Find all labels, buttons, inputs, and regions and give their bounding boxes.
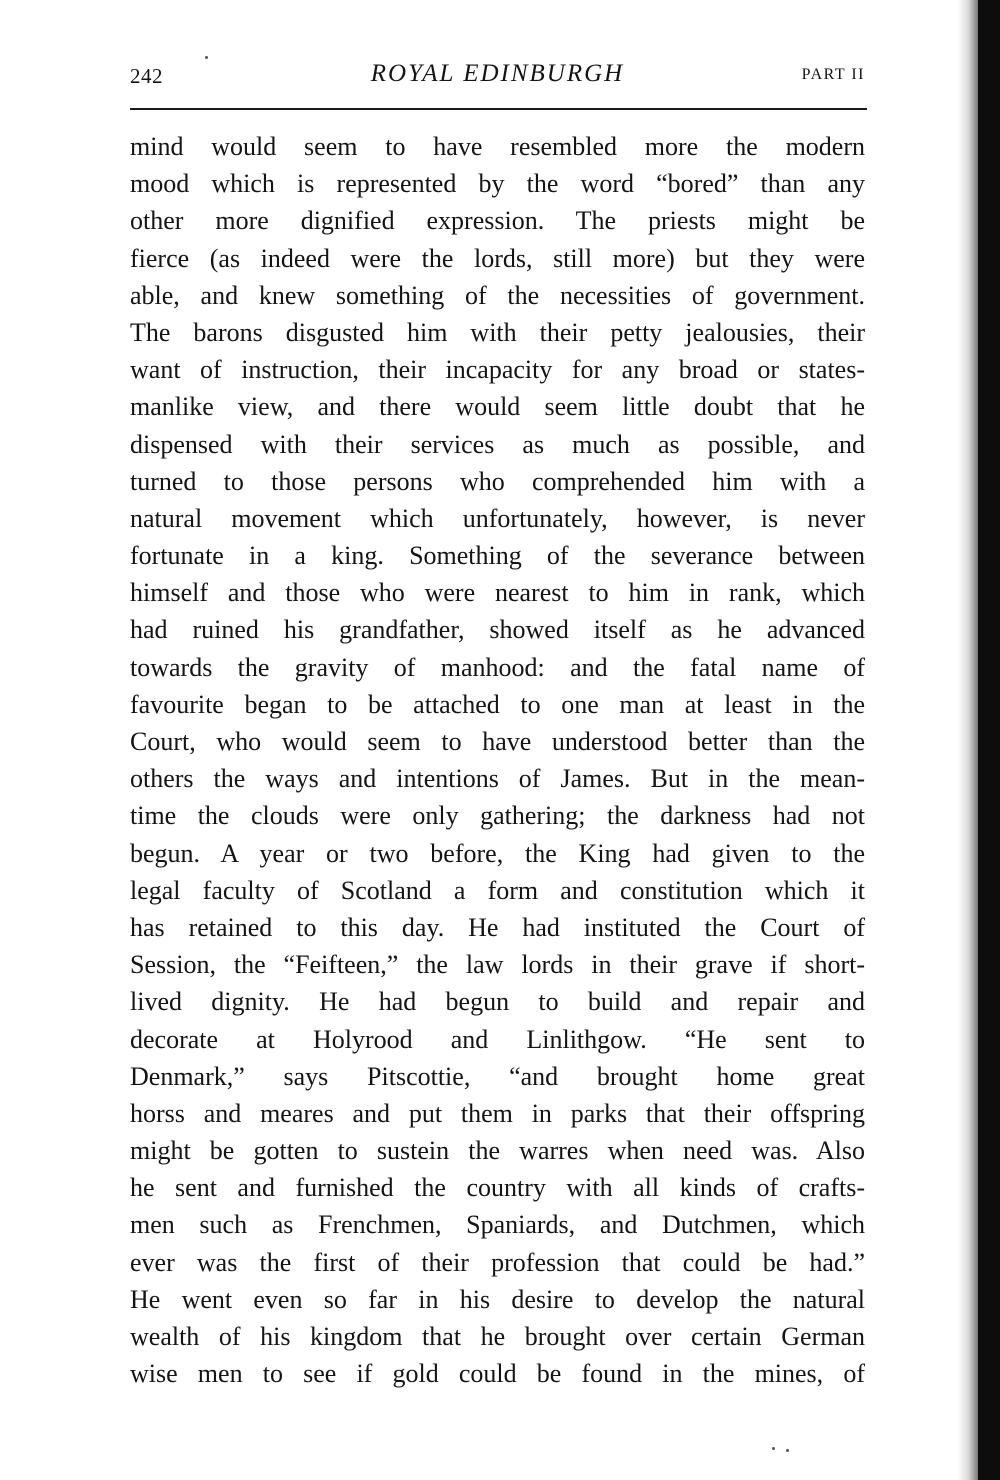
text-line: wise men to see if gold could be found in the mines, of <box>130 1359 865 1389</box>
print-speck <box>772 1447 775 1450</box>
text-line: towards the gravity of manhood: and the fatal name of <box>130 652 865 682</box>
page-header <box>130 58 865 98</box>
text-line: Denmark,” says Pitscottie, “and brought home great <box>130 1061 865 1091</box>
text-line: time the clouds were only gathering; the darkness had not <box>130 801 865 831</box>
print-speck <box>205 56 208 59</box>
header-rule <box>130 108 867 110</box>
text-line: Session, the “Feifteen,” the law lords in their grave if short- <box>130 950 865 980</box>
text-line: He went even so far in his desire to develop the natural <box>130 1284 865 1314</box>
text-line: might be gotten to sustein the warres when need was. Also <box>130 1136 865 1166</box>
page-number: 242 <box>130 64 163 88</box>
text-line: able, and knew something of the necessities of government. <box>130 280 865 310</box>
text-line: Court, who would seem to have understood better than the <box>130 727 865 756</box>
text-line: men such as Frenchmen, Spaniards, and Dutchmen, which <box>130 1210 865 1240</box>
text-line: he sent and furnished the country with all kinds of crafts- <box>130 1173 865 1203</box>
text-line: horss and meares and put them in parks that their offspring <box>130 1098 865 1128</box>
text-line: ever was the first of their profession that could be had.” <box>130 1247 865 1277</box>
text-line: himself and those who were nearest to him in rank, which <box>130 578 865 608</box>
text-line: manlike view, and there would seem little doubt that he <box>130 392 865 422</box>
text-line: lived dignity. He had begun to build and repair and <box>130 987 865 1017</box>
text-line: begun. A year or two before, the King had given to the <box>130 838 865 868</box>
text-line: legal faculty of Scotland a form and constitution which it <box>130 875 865 905</box>
text-line: other more dignified expression. The priests might be <box>130 206 865 236</box>
text-line: others the ways and intentions of James. But in the mean- <box>130 764 865 794</box>
text-line: had ruined his grandfather, showed itself as he advanced <box>130 615 865 645</box>
text-line: fierce (as indeed were the lords, still more) but they were <box>130 243 865 273</box>
text-line: favourite began to be attached to one man at least in the <box>130 689 865 719</box>
text-line: wealth of his kingdom that he brought over certain German <box>130 1322 865 1351</box>
part-label: PART II <box>801 66 865 83</box>
text-line: The barons disgusted him with their petty jealousies, their <box>130 317 865 347</box>
text-line: mood which is represented by the word “bored” than any <box>130 169 865 199</box>
text-line: fortunate in a king. Something of the severance between <box>130 541 865 571</box>
text-line: want of instruction, their incapacity for any broad or states- <box>130 355 865 385</box>
text-line: dispensed with their services as much as possible, and <box>130 429 865 459</box>
running-title: ROYAL EDINBURGH <box>370 60 625 87</box>
text-line: natural movement which unfortunately, however, is never <box>130 503 865 533</box>
print-speck <box>786 1449 789 1452</box>
text-line: decorate at Holyrood and Linlithgow. “He sent to <box>130 1024 865 1054</box>
text-line: turned to those persons who comprehended him with a <box>130 466 865 496</box>
body-text <box>130 128 865 1392</box>
binding-edge <box>978 0 1000 1480</box>
text-line: has retained to this day. He had instituted the Court of <box>130 912 865 942</box>
text-line: mind would seem to have resembled more the modern <box>130 132 865 161</box>
